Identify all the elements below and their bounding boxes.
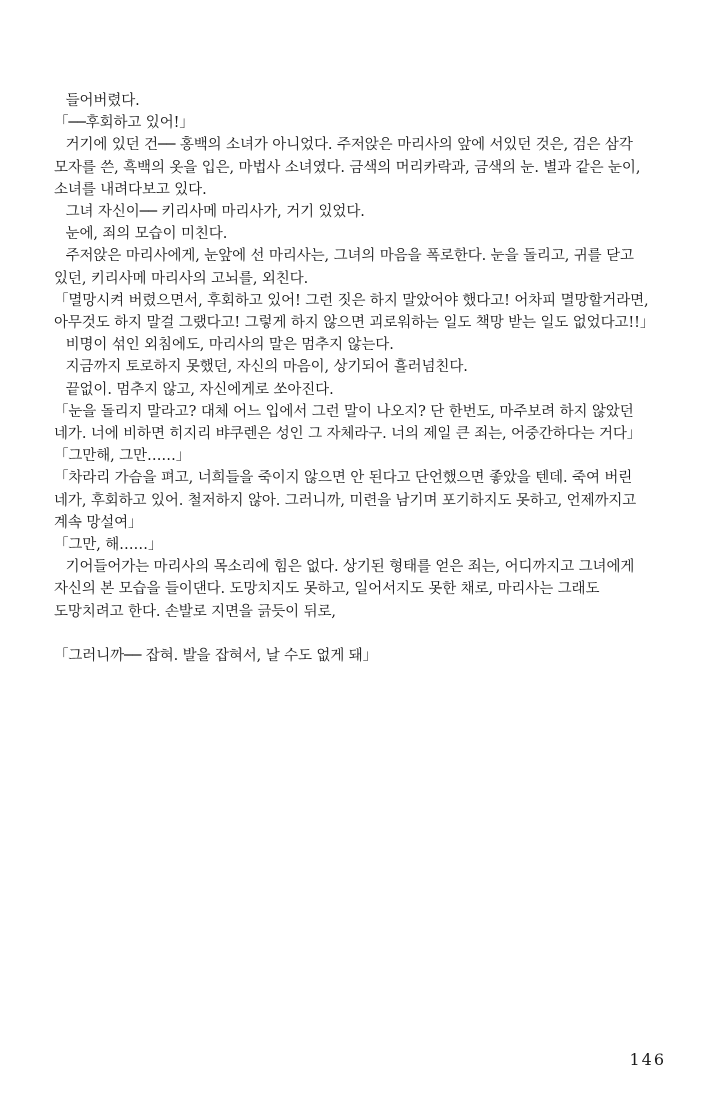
paragraph: 「그러니까── 잡혀. 발을 잡혀서, 날 수도 없게 돼」: [54, 648, 378, 665]
paragraph: [54, 623, 666, 645]
paragraph: 끝없이. 멈추지 않고, 자신에게로 쏘아진다.: [65, 381, 334, 398]
paragraph: 들어버렸다.: [65, 93, 140, 109]
paragraph: 「차라리 가슴을 펴고, 너희들을 죽이지 않으면 안 된다고 단언했으면 좋았을 텐데. 죽여 버린 네가, 후회하고 있어. 철저하지 않아. 그러니까, 미련을 남기며 포기하지도 못하고, 언제까지고 계속 망설여」: [54, 470, 637, 531]
paragraph: 비명이 섞인 외침에도, 마리사의 말은 멈추지 않는다.: [65, 337, 394, 354]
paragraph: 「눈을 돌리지 말라고? 대체 어느 입에서 그런 말이 나오지? 단 한번도, 마주보려 하지 않았던 네가. 너에 비하면 히지리 뱌쿠렌은 성인 그 자체라구. 너의 제일 큰 죄는, 어중간하다는 거다」: [54, 403, 642, 443]
paragraph: 지금까지 토로하지 못했던, 자신의 마음이, 상기되어 흘러넘친다.: [65, 359, 468, 376]
paragraph: 눈에, 죄의 모습이 미친다.: [65, 226, 228, 243]
page-number: 146: [629, 1050, 666, 1069]
paragraph: 「멸망시켜 버렸으면서, 후회하고 있어! 그런 짓은 하지 말았어야 했다고! 어차피 멸망할거라면, 아무것도 하지 말걸 그랬다고! 그렇게 하지 않으면 괴로워하는 일도 책망 받는 일도 없었다고!!」: [54, 292, 655, 332]
paragraph: 주저앉은 마리사에게, 눈앞에 선 마리사는, 그녀의 마음을 폭로한다. 눈을 돌리고, 귀를 닫고 있던, 키리사메 마리사의 고뇌를, 외친다.: [54, 248, 634, 287]
paragraph: 그녀 자신이── 키리사메 마리사가, 거기 있었다.: [65, 204, 365, 221]
paragraph: 「그만해, 그만……」: [54, 448, 191, 465]
paragraph: 기어들어가는 마리사의 목소리에 힘은 없다. 상기된 형태를 얻은 죄는, 어디까지고 그녀에게 자신의 본 모습을 들이댄다. 도망치지도 못하고, 일어서지도 못한 채로, 마리사는 그래도 도망치려고 한다. 손발로 지면을 긁듯이 뒤로,: [54, 559, 635, 620]
paragraph: 거기에 있던 건── 홍백의 소녀가 아니었다. 주저앉은 마리사의 앞에 서있던 것은, 검은 삼각 모자를 쓴, 흑백의 옷을 입은, 마법사 소녀였다. 금색의 머리카락과, 금색의 눈. 별과 같은 눈이, 소녀를 내려다보고 있다.: [54, 137, 641, 198]
body-text: [54, 90, 666, 667]
paragraph: 「──후회하고 있어!」: [54, 115, 194, 132]
paragraph: 「그만, 해……」: [54, 537, 163, 554]
